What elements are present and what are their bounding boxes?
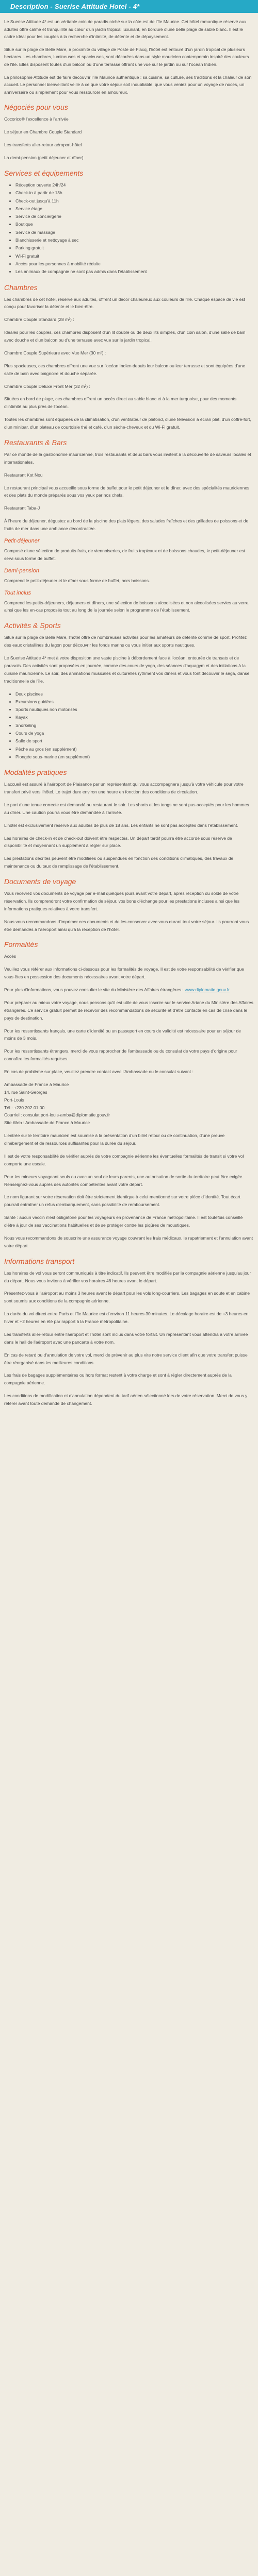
list-item: • Salle de sport xyxy=(15,737,254,745)
intro-section xyxy=(4,18,254,96)
formalities-text: Pour plus d'informations, vous pouvez consulter le site du Ministère des Affaires étrangères : xyxy=(4,987,184,993)
documents-section xyxy=(4,877,254,933)
rooms-paragraph: Les chambres de cet hôtel, réservé aux adultes, offrent un décor chaleureux aux couleurs de l'île. Chaque espace de vie est conçu pour favoriser la détente et le bien-être. xyxy=(4,296,245,310)
negotiated-intro: Cocorico® l'excellence à l'arrivée xyxy=(4,116,69,122)
section-title-negotiated: Négociés pour vous xyxy=(4,103,68,112)
negotiated-section xyxy=(4,103,254,162)
services-list xyxy=(4,181,254,276)
intro-paragraph: Le Suerise Attitude 4* est un véritable coin de paradis niché sur la côte est de l'île Maurice. Cet hôtel romantique réservé aux adultes offre calme et tranquillité au cœur d'un jardin tropical luxuriant, en bordure d'une belle plage de sable blanc. Il est le cadre idéal pour les couples à la recherche d'intimité, de détente et de dépaysement. xyxy=(4,19,247,40)
restaurant-name: Restaurant Taba-J xyxy=(4,505,40,511)
formalities-paragraph: L'entrée sur le territoire mauricien est soumise à la présentation d'un billet retour ou de continuation, d'une preuve d'hébergement et de ressources suffisantes pour la durée du séjour. xyxy=(4,1133,225,1146)
formalities-paragraph: Nous vous recommandons de souscrire une assurance voyage couvrant les frais médicaux, le rapatriement et l'annulation avant votre départ. xyxy=(4,1235,253,1248)
list-item: • Pêche au gros (en supplément) xyxy=(15,745,254,753)
negotiated-line: Le séjour en Chambre Couple Standard xyxy=(4,129,82,135)
transport-paragraph: Les transferts aller-retour entre l'aéroport et l'hôtel sont inclus dans votre forfait. Un représentant vous attendra à votre arrivée dans le hall de l'aéroport avec une pancarte à votre nom. xyxy=(4,1331,248,1345)
rooms-paragraph: Toutes les chambres sont équipées de la climatisation, d'un ventilateur de plafond, d'une télévision à écran plat, d'un coffre-fort, d'un minibar, d'un plateau de courtoisie thé et café, d'un sèche-cheveux et du Wi-Fi gratuit. xyxy=(4,417,251,430)
activities-paragraph: Le Suerise Attitude 4* met à votre disposition une vaste piscine à débordement face à l'océan, entourée de transats et de parasols. Des activités sont proposées en journée, comme des cours de yoga, des séances d'aquagym et des initiations à la cuisine mauricienne. Le soir, des animations musicales et culturelles rythment vos dîners et vous font découvrir le séga, danse traditionnelle de l'île. xyxy=(4,655,250,684)
rooms-paragraph: Idéales pour les couples, ces chambres disposent d'un lit double ou de deux lits simples, d'un coin salon, d'une salle de bain avec douche et d'un balcon ou d'une terrasse avec vue sur le jardin tropical. xyxy=(4,330,246,343)
services-section xyxy=(4,169,254,276)
formalities-paragraph: En cas de problème sur place, veuillez prendre contact avec l'Ambassade ou le consulat suivant : xyxy=(4,1069,194,1075)
list-item: • Sports nautiques non motorisés xyxy=(15,706,254,714)
restaurant-text: Le restaurant principal vous accueille sous forme de buffet pour le petit déjeuner et le dîner, avec des spécialités mauriciennes et des plats du monde préparés sous vos yeux par nos chefs. xyxy=(4,485,250,498)
list-item: • Excursions guidées xyxy=(15,698,254,706)
negotiated-line: Les transferts aller-retour aéroport-hôtel xyxy=(4,142,82,148)
rooms-paragraph: Plus spacieuses, ces chambres offrent une vue sur l'océan Indien depuis leur balcon ou leur terrasse et sont équipées d'une salle de bain avec baignoire et douche séparée. xyxy=(4,363,246,376)
list-item: • Boutique xyxy=(15,221,254,228)
section-title-transport: Informations transport xyxy=(4,1257,75,1265)
formalities-paragraph: Il est de votre responsabilité de vérifier auprès de votre compagnie aérienne les éventuelles formalités de transit si votre vol comporte une escale. xyxy=(4,1153,244,1166)
practical-paragraph: L'accueil est assuré à l'aéroport de Plaisance par un représentant qui vous accompagnera jusqu'à votre véhicule pour votre transfert privé vers l'hôtel. Le trajet dure environ une heure en fonction des conditions de circulation. xyxy=(4,782,244,795)
list-item: • Réception ouverte 24h/24 xyxy=(15,181,254,189)
embassy-line: Port-Louis xyxy=(4,1097,24,1103)
formalities-paragraph: Pour les mineurs voyageant seuls ou avec un seul de leurs parents, une autorisation de sortie du territoire peut être exigée. Renseignez-vous auprès des autorités compétentes avant votre départ. xyxy=(4,1174,244,1187)
activities-list xyxy=(4,690,254,761)
restaurant-text: Composé d'une sélection de produits frais, de viennoiseries, de fruits tropicaux et de boissons chaudes, le petit-déjeuner est servi sous forme de buffet. xyxy=(4,548,246,561)
embassy-line: Ambassade de France à Maurice xyxy=(4,1081,69,1087)
activities-section xyxy=(4,621,254,761)
formalities-section xyxy=(4,940,254,1249)
intro-paragraph: La philosophie Attitude est de faire découvrir l'île Maurice authentique : sa cuisine, sa culture, ses traditions et la chaleur de son accueil. Le personnel bienveillant veille à ce que votre séjour soit inoubliable, que vous veniez pour un voyage de noces, un anniversaire ou simplement pour vous ressourcer en amoureux. xyxy=(4,74,252,95)
list-item: • Snorkeling xyxy=(15,722,254,730)
restaurants-section xyxy=(4,438,254,614)
transport-paragraph: Présentez-vous à l'aéroport au moins 3 heures avant le départ pour les vols long-courriers. Les bagages en soute et en cabine sont soumis aux conditions de la compagnie aérienne. xyxy=(4,1291,250,1304)
section-title-activities: Activités & Sports xyxy=(4,621,61,630)
formalities-paragraph: Veuillez vous référer aux informations ci-dessous pour les formalités de voyage. Il est de votre responsabilité de vérifier que vous êtes en possession des documents nécessaires avant votre départ. xyxy=(4,967,244,980)
embassy-block xyxy=(4,1081,254,1127)
documents-paragraph: Nous vous recommandons d'imprimer ces documents et de les conserver avec vous durant tout votre séjour. Ils pourront vous être demandés à l'aéroport ainsi qu'à la réception de l'hôtel. xyxy=(4,919,249,932)
section-title-services: Services et équipements xyxy=(4,168,84,177)
practical-paragraph: L'hôtel est exclusivement réservé aux adultes de plus de 18 ans. Les enfants ne sont pas acceptés dans l'établissement. xyxy=(4,822,238,828)
list-item: • Cours de yoga xyxy=(15,730,254,737)
formalities-paragraph: Pour préparer au mieux votre voyage, nous pensons qu'il est utile de vous inscrire sur le service Ariane du Ministère des Affaires étrangères. Ce service gratuit permet de recevoir des recommandations de sécurité et d'être contacté en cas de crise dans le pays de destination. xyxy=(4,999,253,1021)
transport-paragraph: La durée du vol direct entre Paris et l'île Maurice est d'environ 11 heures 30 minutes. Le décalage horaire est de +3 heures en hiver et +2 heures en été par rapport à la France métropolitaine. xyxy=(4,1311,249,1325)
formalities-paragraph: Pour les ressortissants étrangers, merci de vous rapprocher de l'ambassade ou du consulat de votre pays d'origine pour connaître les formalités requises. xyxy=(4,1048,237,1062)
restaurant-text: À l'heure du déjeuner, dégustez au bord de la piscine des plats légers, des salades fraîches et des grillades de poissons et de fruits de mer dans une ambiance décontractée. xyxy=(4,518,249,532)
activities-paragraph: Situé sur la plage de Belle Mare, l'hôtel offre de nombreuses activités pour les amateurs de détente comme de sport. Profitez des eaux cristallines du lagon pour découvrir les fonds marins ou vous initier aux sports nautiques. xyxy=(4,635,247,648)
section-title-formalities: Formalités xyxy=(4,940,38,949)
list-item: • Wi-Fi gratuit xyxy=(15,252,254,260)
section-title-restaurants: Restaurants & Bars xyxy=(4,438,67,447)
negotiated-line: La demi-pension (petit déjeuner et dîner) xyxy=(4,155,84,161)
list-item: • Blanchisserie et nettoyage à sec xyxy=(15,236,254,244)
intro-paragraph: Situé sur la plage de Belle Mare, à proximité du village de Poste de Flacq, l'hôtel est entouré d'un jardin tropical de plusieurs hectares. Les chambres, lumineuses et spacieuses, sont décorées dans un style mauricien contemporain inspiré des couleurs de l'île. Elles disposent toutes d'un balcon ou d'une terrasse offrant une vue sur le jardin ou sur l'océan Indien. xyxy=(4,46,249,67)
section-title-documents: Documents de voyage xyxy=(4,877,76,886)
formalities-subtitle: Accès xyxy=(4,954,17,959)
list-item: • Plongée sous-marine (en supplément) xyxy=(15,753,254,761)
list-item: • Check-out jusqu'à 11h xyxy=(15,197,254,205)
list-item: • Check-in à partir de 13h xyxy=(15,189,254,197)
list-item: • Parking gratuit xyxy=(15,244,254,252)
list-item: • Service de conciergerie xyxy=(15,213,254,221)
practical-paragraph: Les prestations décrites peuvent être modifiées ou suspendues en fonction des conditions climatiques, des travaux de maintenance ou du taux de remplissage de l'établissement. xyxy=(4,856,234,869)
embassy-line: Courriel : consulat.port-louis-amba@diplomatie.gouv.fr xyxy=(4,1112,110,1118)
practical-paragraph: Le port d'une tenue correcte est demandé au restaurant le soir. Les shorts et les tongs ne sont pas acceptés pour les hommes au dîner. Une caution pourra vous être demandée à l'arrivée. xyxy=(4,802,249,815)
rooms-section xyxy=(4,283,254,431)
subsection-title: Tout inclus xyxy=(4,589,31,596)
embassy-line: Site Web : Ambassade de France à Maurice xyxy=(4,1120,90,1126)
documents-paragraph: Vous recevrez vos documents de voyage par e-mail quelques jours avant votre départ, après réception du solde de votre réservation. Ils comprendront votre confirmation de séjour, vos bons d'échange pour les prestations incluses ainsi que les informations pratiques relatives à votre transfert. xyxy=(4,891,240,911)
transport-paragraph: Les horaires de vol vous seront communiqués à titre indicatif. Ils peuvent être modifiés par la compagnie aérienne jusqu'au jour du départ. Nous vous invitons à vérifier vos horaires 48 heures avant le départ. xyxy=(4,1270,251,1283)
section-title-practical: Modalités pratiques xyxy=(4,768,67,777)
formalities-paragraph: Pour les ressortissants français, une carte d'identité ou un passeport en cours de validité est nécessaire pour un séjour de moins de 3 mois. xyxy=(4,1028,241,1041)
transport-section xyxy=(4,1257,254,1408)
practical-section xyxy=(4,768,254,870)
transport-paragraph: En cas de retard ou d'annulation de votre vol, merci de prévenir au plus vite notre service client afin que votre transfert puisse être réorganisé dans les meilleures conditions. xyxy=(4,1352,248,1365)
subsection-title: Petit-déjeuner xyxy=(4,537,40,544)
diplomatie-link[interactable]: www.diplomatie.gouv.fr xyxy=(185,987,230,993)
list-item: • Deux piscines xyxy=(15,690,254,698)
list-item: • Accès pour les personnes à mobilité réduite xyxy=(15,260,254,268)
list-item: • Service de massage xyxy=(15,229,254,236)
practical-paragraph: Les horaires de check-in et de check-out doivent être respectés. Un départ tardif pourra être accordé sous réserve de disponibilité et moyennant un supplément à régler sur place. xyxy=(4,835,232,849)
formalities-paragraph xyxy=(4,986,254,994)
restaurants-intro: Par ce monde de la gastronomie mauricienne, trois restaurants et deux bars vous invitent à la découverte de saveurs locales et internationales. xyxy=(4,451,251,465)
list-item: • Service étage xyxy=(15,205,254,213)
page-banner: Description - Suerise Attitude Hotel - 4* xyxy=(0,0,258,13)
embassy-line: Tél : +230 202 01 00 xyxy=(4,1105,45,1110)
formalities-paragraph: Santé : aucun vaccin n'est obligatoire pour les voyageurs en provenance de France métropolitaine. Il est toutefois conseillé d'être à jour de ses vaccinations habituelles et de se protéger contre les piqûres de moustiques. xyxy=(4,1215,243,1228)
rooms-paragraph: Chambre Couple Standard (28 m²) : xyxy=(4,317,74,323)
embassy-line: 14, rue Saint-Georges xyxy=(4,1089,47,1095)
restaurant-text: Comprend le petit-déjeuner et le dîner sous forme de buffet, hors boissons. xyxy=(4,578,150,583)
restaurant-name: Restaurant Kot Nou xyxy=(4,472,43,478)
section-title-rooms: Chambres xyxy=(4,283,38,292)
list-item: • Kayak xyxy=(15,714,254,721)
transport-paragraph: Les conditions de modification et d'annulation dépendent du tarif aérien sélectionné lors de votre réservation. Merci de vous y référer avant toute demande de changement. xyxy=(4,1393,248,1406)
transport-paragraph: Les frais de bagages supplémentaires ou hors format restent à votre charge et sont à régler directement auprès de la compagnie aérienne. xyxy=(4,1372,232,1386)
formalities-paragraph: Le nom figurant sur votre réservation doit être strictement identique à celui mentionné sur votre pièce d'identité. Tout écart pourrait entraîner un refus d'embarquement, sans possibilité de remboursement. xyxy=(4,1194,240,1208)
rooms-paragraph: Situées en bord de plage, ces chambres offrent un accès direct au sable blanc et à la mer turquoise, pour des moments d'intimité au plus près de l'océan. xyxy=(4,396,237,410)
rooms-paragraph: Chambre Couple Deluxe Front Mer (32 m²) : xyxy=(4,383,90,389)
subsection-title: Demi-pension xyxy=(4,567,39,574)
list-item: • Les animaux de compagnie ne sont pas admis dans l'établissement xyxy=(15,268,254,276)
restaurant-text: Comprend les petits-déjeuners, déjeuners et dîners, une sélection de boissons alcoolisées et non alcoolisées servies au verre, ainsi que les en-cas proposés tout au long de la journée selon le programme de l'établissement. xyxy=(4,600,250,613)
rooms-paragraph: Chambre Couple Supérieure avec Vue Mer (30 m²) : xyxy=(4,350,106,355)
